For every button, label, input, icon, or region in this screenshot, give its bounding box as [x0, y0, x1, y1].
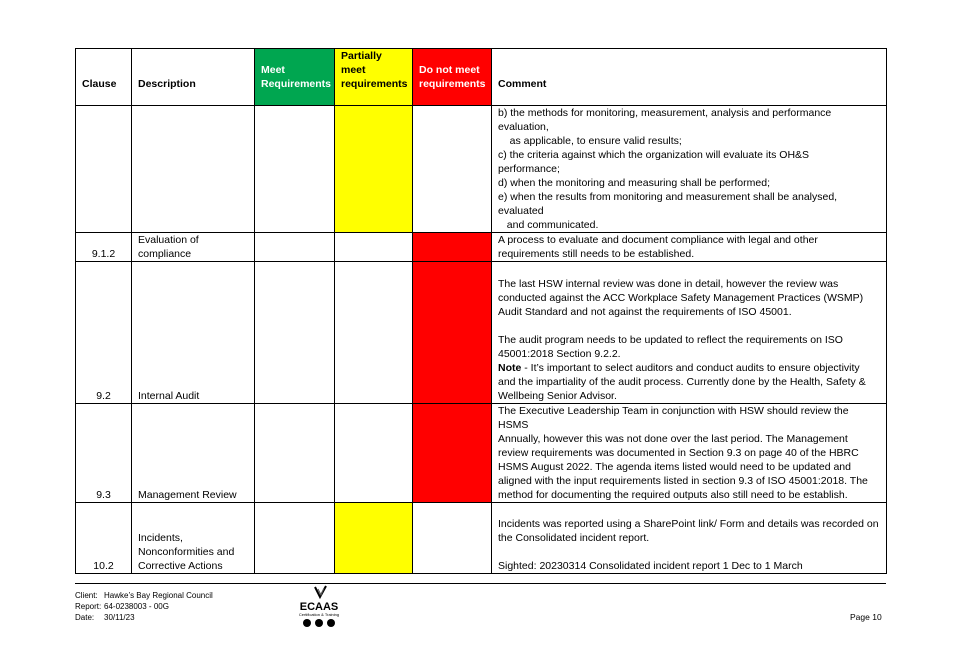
comment-line: and communicated. — [498, 219, 599, 231]
note-line — [498, 361, 880, 375]
clause-cell: 9.1.2 — [76, 233, 132, 262]
report-value: 64-0238003 - 00G — [104, 602, 169, 611]
comment-line: and the impartiality of the audit process. Currently done by the Health, Safety & — [498, 376, 866, 388]
description-cell — [132, 106, 255, 233]
description-cell: Incidents, Nonconformities and Corrective Actions — [132, 503, 255, 574]
comment-line: conducted against the ACC Workplace Safety Management Practices (WSMP) — [498, 292, 864, 304]
comment-line: evaluation, — [498, 121, 549, 133]
not-meet-cell — [413, 404, 492, 503]
comment-line: HSMS August 2022. The agenda items listed would need to be updated and — [498, 461, 851, 473]
comment-line: review requirements was documented in Section 9.3 on page 40 of the HBRC — [498, 447, 859, 459]
comment-line: d) when the monitoring and measuring shall be performed; — [498, 177, 770, 189]
comment-cell — [492, 233, 887, 262]
partial-cell — [335, 503, 413, 574]
comment-line: The Executive Leadership Team in conjunction with HSW should review the — [498, 405, 849, 417]
footer-divider — [75, 583, 886, 584]
logo-text: ECAAS — [299, 601, 339, 613]
clause-cell: 10.2 — [76, 503, 132, 574]
note-label: Note — [498, 362, 522, 374]
comment-line: HSMS — [498, 419, 529, 431]
table-row — [76, 503, 887, 574]
ecaas-logo-icon — [294, 585, 344, 629]
header-meet: Meet Requirements — [255, 49, 335, 106]
page-number: Page 10 — [850, 612, 882, 622]
comment-line: Sighted: 20230314 Consolidated incident report 1 Dec to 1 March — [498, 560, 803, 572]
clause-cell: 9.2 — [76, 262, 132, 404]
header-description: Description — [132, 49, 255, 106]
description-cell: Management Review — [132, 404, 255, 503]
not-meet-cell — [413, 503, 492, 574]
meet-cell — [255, 404, 335, 503]
header-comment: Comment — [492, 49, 887, 106]
partial-cell — [335, 106, 413, 233]
clause-cell: 9.3 — [76, 404, 132, 503]
comment-line: 45001:2018 Section 9.2.2. — [498, 348, 621, 360]
comment-line: aligned with the input requirements listed in section 9.3 of ISO 45001:2018. The — [498, 475, 868, 487]
note-text: - It’s important to select auditors and conduct audits to ensure objectivity — [521, 362, 860, 374]
comment-line: A process to evaluate and document compliance with legal and other — [498, 234, 818, 246]
client-label: Client: — [75, 591, 98, 600]
comment-line: e) when the results from monitoring and measurement shall be analysed, — [498, 191, 838, 203]
comment-line: c) the criteria against which the organization will evaluate its OH&S — [498, 149, 810, 161]
not-meet-cell — [413, 106, 492, 233]
partial-cell — [335, 262, 413, 404]
meet-cell — [255, 233, 335, 262]
comment-line: the Consolidated incident report. — [498, 532, 650, 544]
comment-line: as applicable, to ensure valid results; — [498, 135, 682, 147]
footer-info — [75, 590, 213, 623]
partial-cell — [335, 233, 413, 262]
not-meet-cell — [413, 262, 492, 404]
description-cell: Internal Audit — [132, 262, 255, 404]
compliance-table — [75, 48, 887, 574]
description-cell: Evaluation of compliance — [132, 233, 255, 262]
comment-cell — [492, 404, 887, 503]
comment-line: evaluated — [498, 205, 544, 217]
meet-cell — [255, 503, 335, 574]
logo-subtext: Certification & Training — [298, 612, 340, 617]
comment-line: b) the methods for monitoring, measurement, analysis and performance — [498, 107, 832, 119]
date-value: 30/11/23 — [104, 613, 135, 622]
comment-cell — [492, 503, 887, 574]
comment-cell — [492, 262, 887, 404]
partial-cell — [335, 404, 413, 503]
comment-cell — [492, 106, 887, 233]
date-label: Date: — [75, 613, 95, 622]
client-value: Hawke’s Bay Regional Council — [104, 591, 213, 600]
meet-cell — [255, 106, 335, 233]
comment-line: requirements still needs to be established. — [498, 248, 695, 260]
header-not-meet: Do not meet requirements — [413, 49, 492, 106]
table-row — [76, 404, 887, 503]
clause-cell — [76, 106, 132, 233]
comment-line: Wellbeing Senior Advisor. — [498, 390, 617, 402]
table-row — [76, 262, 887, 404]
comment-line: Annually, however this was not done over the last period. The Management — [498, 433, 848, 445]
comment-line: performance; — [498, 163, 560, 175]
table-row — [76, 106, 887, 233]
comment-line: Audit Standard and not against the requirements of ISO 45001. — [498, 306, 792, 318]
blank-line — [498, 545, 880, 559]
not-meet-cell — [413, 233, 492, 262]
table-row — [76, 233, 887, 262]
comment-line: method for documenting the required outputs also still need to be establish. — [498, 489, 848, 501]
header-clause: Clause — [76, 49, 132, 106]
meet-cell — [255, 262, 335, 404]
blank-line — [498, 319, 880, 333]
report-label: Report: — [75, 602, 102, 611]
header-partial: Partially meet requirements — [335, 49, 413, 106]
comment-line: The last HSW internal review was done in detail, however the review was — [498, 278, 839, 290]
comment-line: Incidents was reported using a SharePoint link/ Form and details was recorded on — [498, 518, 879, 530]
comment-line: The audit program needs to be updated to reflect the requirements on ISO — [498, 334, 843, 346]
